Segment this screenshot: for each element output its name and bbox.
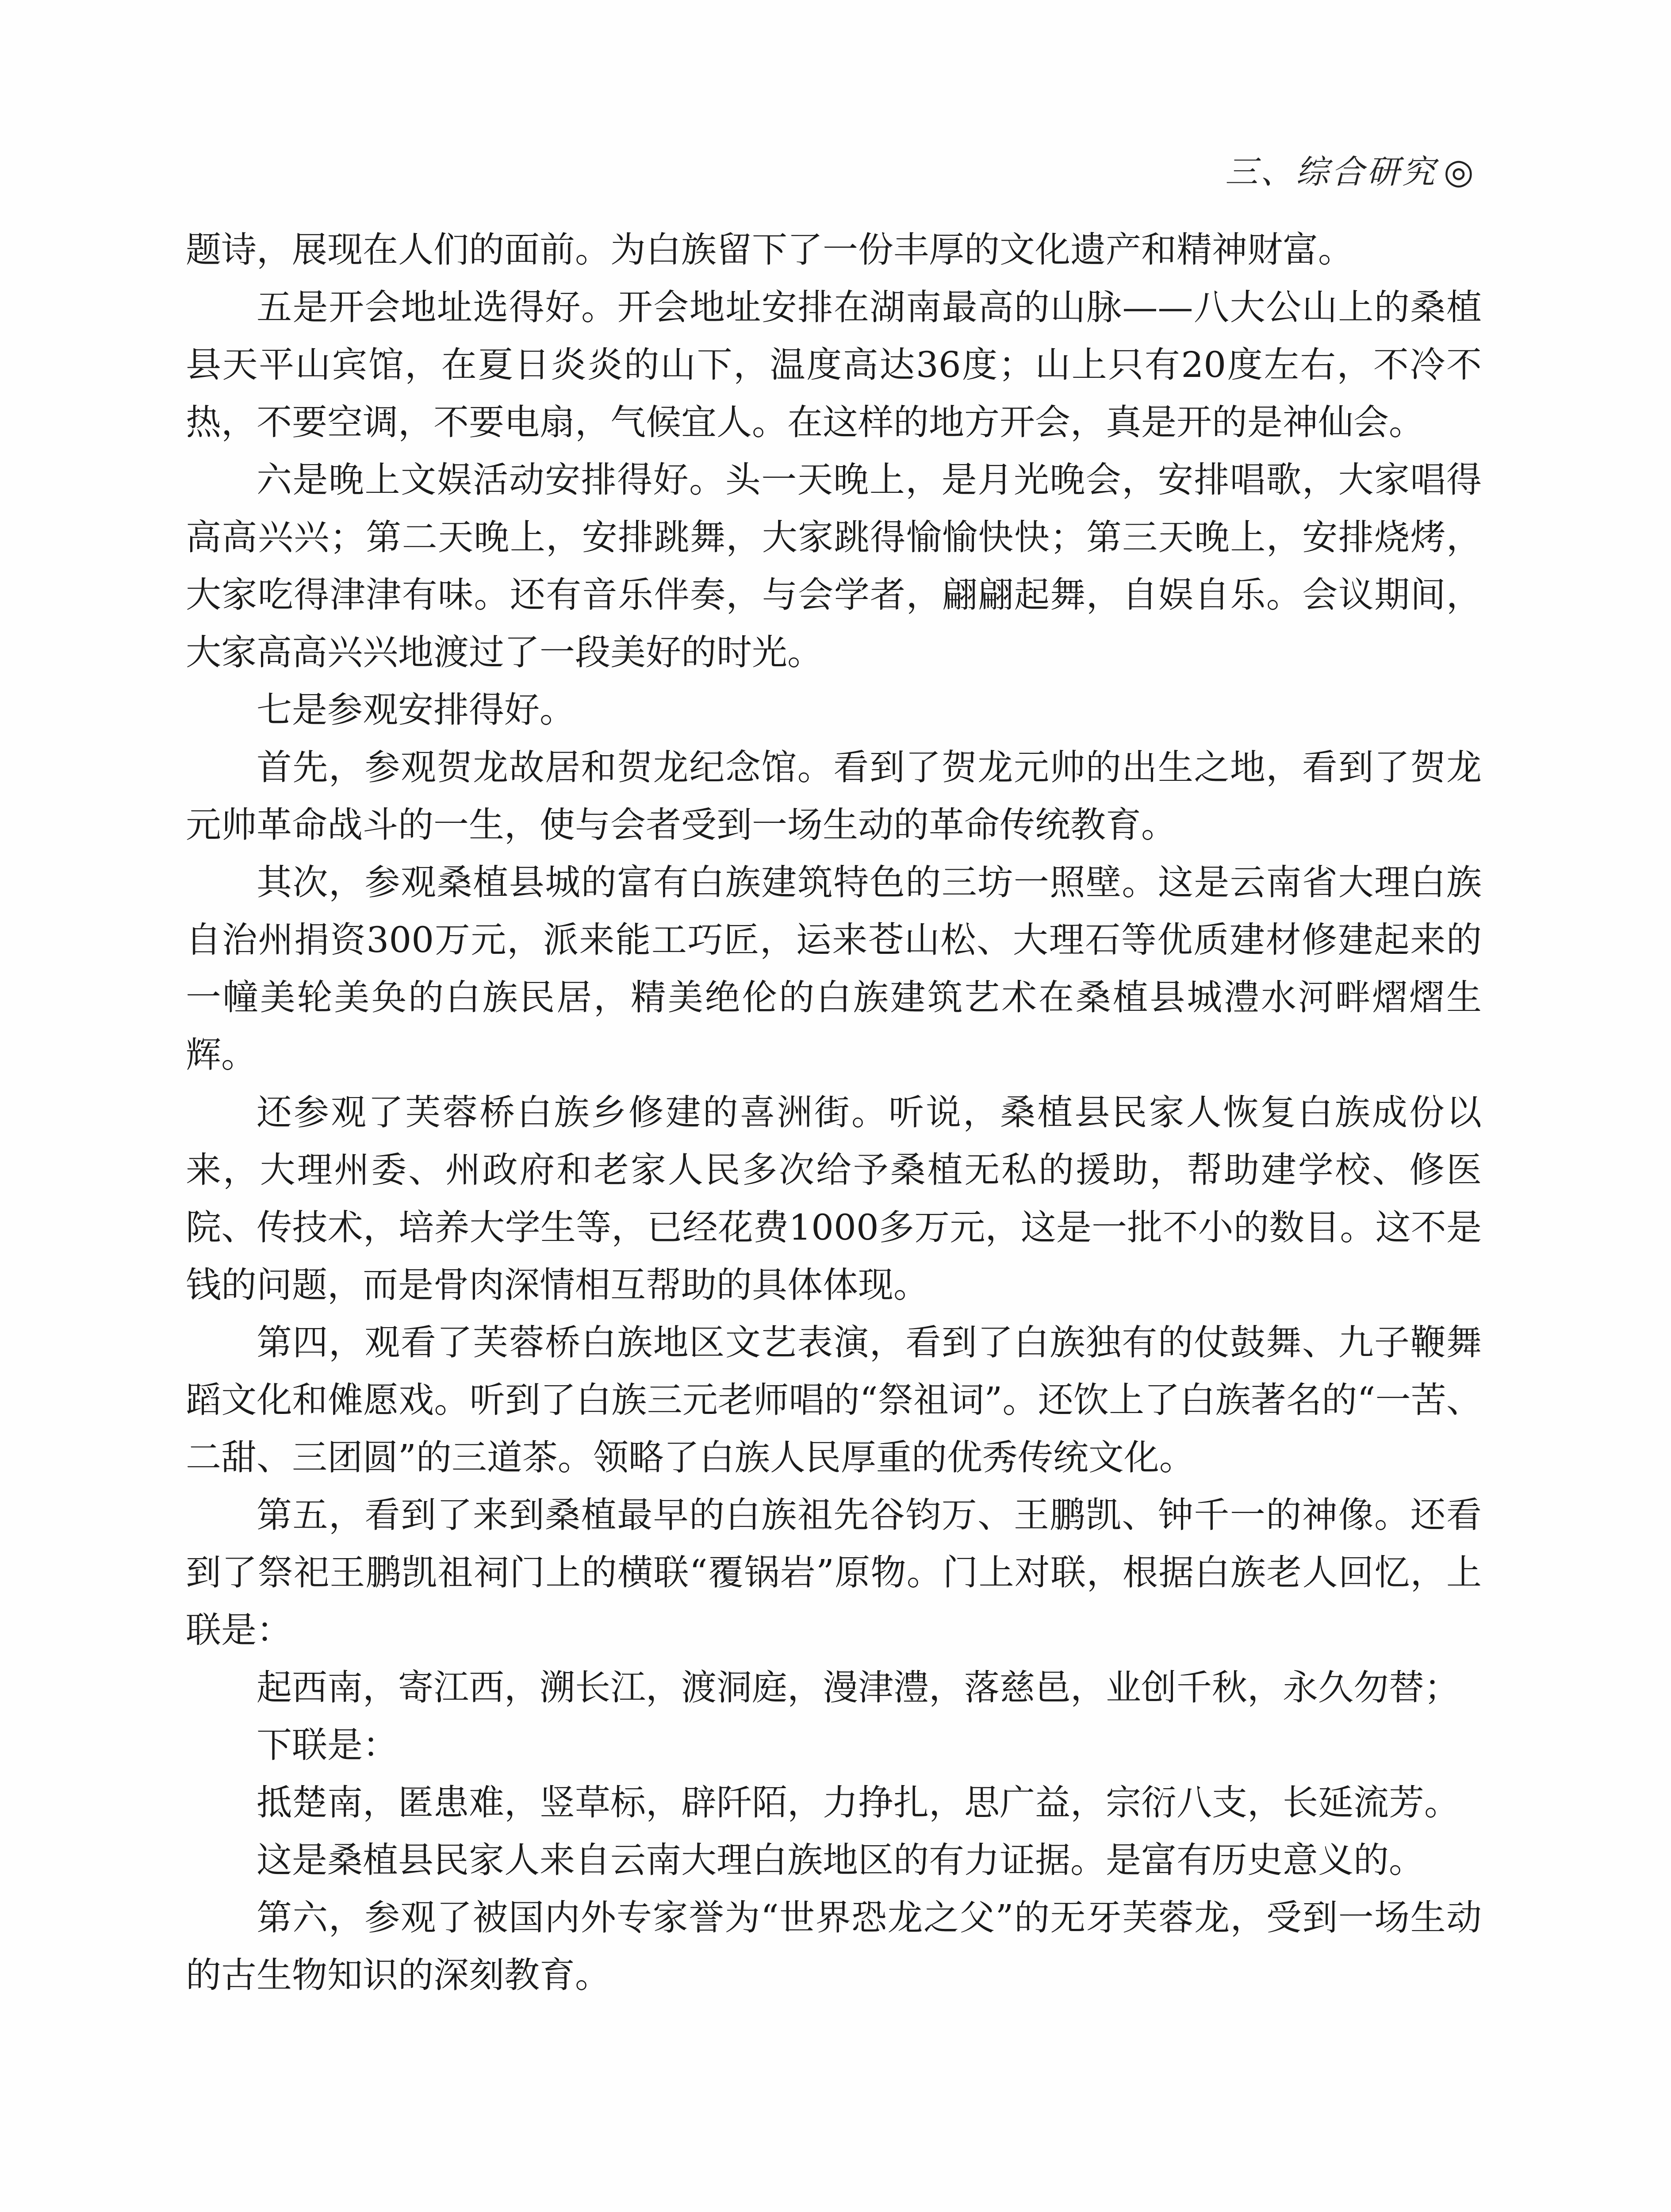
paragraph: 第六，参观了被国内外专家誉为“世界恐龙之父”的无牙芙蓉龙，受到一场生动的古生物知识的深刻教育。 bbox=[186, 1897, 1482, 1996]
body-text bbox=[186, 221, 1482, 2004]
paragraph: 六是晚上文娱活动安排得好。头一天晚上，是月光晚会，安排唱歌，大家唱得高高兴兴；第二天晚上，安排跳舞，大家跳得愉愉快快；第三天晚上，安排烧烤，大家吃得津津有味。还有音乐伴奏，与会学者，翩翩起舞，自娱自乐。会议期间，大家高高兴兴地渡过了一段美好的时光。 bbox=[186, 459, 1482, 673]
paragraph: 还参观了芙蓉桥白族乡修建的喜洲街。听说，桑植县民家人恢复白族成份以来，大理州委、州政府和老家人民多次给予桑植无私的援助，帮助建学校、修医院、传技术，培养大学生等，已经花费1000多万元，这是一批不小的数目。这不是钱的问题，而是骨肉深情相互帮助的具体体现。 bbox=[186, 1092, 1482, 1306]
paragraph: 这是桑植县民家人来自云南大理白族地区的有力证据。是富有历史意义的。 bbox=[257, 1839, 1424, 1881]
paragraph: 七是参观安排得好。 bbox=[257, 689, 575, 730]
paragraph: 第四，观看了芙蓉桥白族地区文艺表演，看到了白族独有的仗鼓舞、九子鞭舞蹈文化和傩愿戏。听到了白族三元老师唱的“祭祖词”。还饮上了白族著名的“一苦、二甜、三团圆”的三道茶。领略了白族人民厚重的优秀传统文化。 bbox=[186, 1322, 1482, 1478]
paragraph: 第五，看到了来到桑植最早的白族祖先谷钧万、王鹏凯、钟千一的神像。还看到了祭祀王鹏凯祖祠门上的横联“覆锅岩”原物。门上对联，根据白族老人回忆，上联是： bbox=[186, 1494, 1482, 1651]
couplet-second-line: 抵楚南，匿患难，竖草标，辟阡陌，力挣扎，思广益，宗衍八支，长延流芳。 bbox=[257, 1782, 1460, 1823]
paragraph: 五是开会地址选得好。开会地址安排在湖南最高的山脉——八大公山上的桑植县天平山宾馆，在夏日炎炎的山下，温度高达36度；山上只有20度左右，不冷不热，不要空调，不要电扇，气候宜人。在这样的地方开会，真是开的是神仙会。 bbox=[186, 287, 1482, 443]
running-header bbox=[1225, 146, 1476, 193]
paragraph: 题诗，展现在人们的面前。为白族留下了一份丰厚的文化遗产和精神财富。 bbox=[186, 229, 1353, 270]
paragraph: 首先，参观贺龙故居和贺龙纪念馆。看到了贺龙元帅的出生之地，看到了贺龙元帅革命战斗的一生，使与会者受到一场生动的革命传统教育。 bbox=[186, 747, 1482, 845]
double-circle-icon: ◎ bbox=[1443, 152, 1476, 192]
paragraph: 其次，参观桑植县城的富有白族建筑特色的三坊一照壁。这是云南省大理白族自治州捐资300万元，派来能工巧匠，运来苍山松、大理石等优质建材修建起来的一幢美轮美奂的白族民居，精美绝伦的白族建筑艺术在桑植县城澧水河畔熠熠生辉。 bbox=[186, 862, 1482, 1075]
paragraph: 下联是： bbox=[257, 1724, 398, 1766]
couplet-first-line: 起西南，寄江西，溯长江，渡洞庭，漫津澧，落慈邑，业创千秋，永久勿替； bbox=[257, 1667, 1460, 1708]
section-title: 三、综合研究 bbox=[1225, 153, 1437, 191]
